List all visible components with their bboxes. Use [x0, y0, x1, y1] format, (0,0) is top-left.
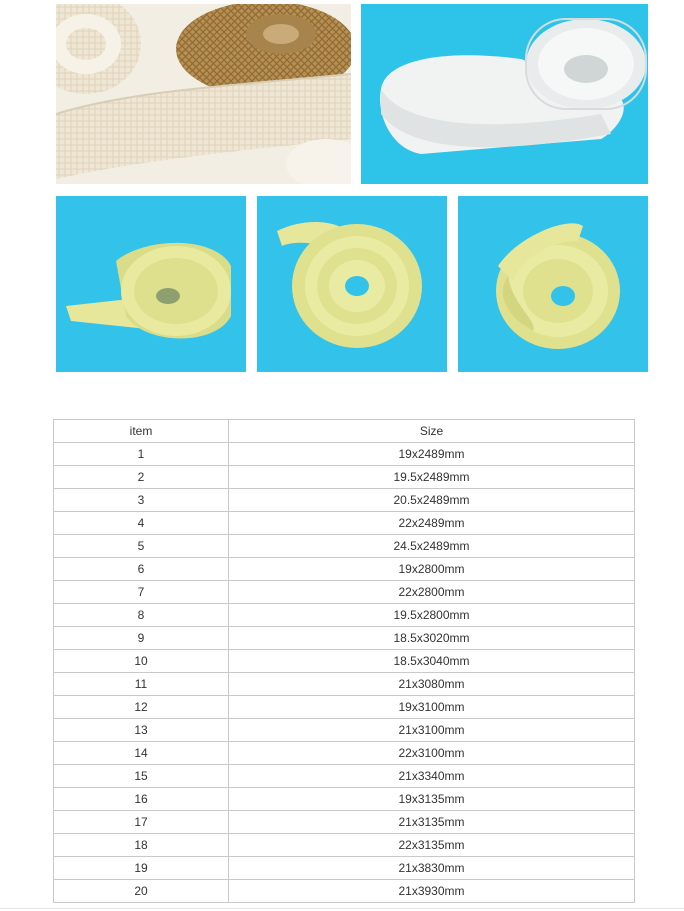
item-number-cell: 5	[54, 535, 229, 558]
yellow-aramid-belt-coil-flat-image	[257, 196, 447, 372]
table-row	[54, 696, 635, 719]
table-row	[54, 742, 635, 765]
white-woven-belt-roll-image	[361, 4, 648, 184]
size-cell: 22x2489mm	[229, 512, 635, 535]
table-row	[54, 489, 635, 512]
table-row	[54, 581, 635, 604]
size-cell: 19x2489mm	[229, 443, 635, 466]
item-number-cell: 9	[54, 627, 229, 650]
table-row	[54, 535, 635, 558]
item-number-cell: 16	[54, 788, 229, 811]
item-number-cell: 18	[54, 834, 229, 857]
size-cell: 22x3100mm	[229, 742, 635, 765]
size-cell: 22x3135mm	[229, 834, 635, 857]
table-row	[54, 834, 635, 857]
size-cell: 18.5x3020mm	[229, 627, 635, 650]
item-number-cell: 8	[54, 604, 229, 627]
table-row	[54, 880, 635, 903]
size-cell: 22x2800mm	[229, 581, 635, 604]
item-number-cell: 12	[54, 696, 229, 719]
yellow-aramid-belt-coil-twisted-image	[458, 196, 648, 372]
item-number-cell: 20	[54, 880, 229, 903]
item-number-cell: 1	[54, 443, 229, 466]
table-row	[54, 650, 635, 673]
size-cell: 19x3100mm	[229, 696, 635, 719]
size-cell: 21x3830mm	[229, 857, 635, 880]
item-number-cell: 2	[54, 466, 229, 489]
table-row	[54, 443, 635, 466]
size-cell: 21x3340mm	[229, 765, 635, 788]
size-cell: 21x3080mm	[229, 673, 635, 696]
table-row	[54, 512, 635, 535]
item-number-cell: 14	[54, 742, 229, 765]
size-cell: 24.5x2489mm	[229, 535, 635, 558]
item-number-cell: 4	[54, 512, 229, 535]
item-number-cell: 10	[54, 650, 229, 673]
size-cell: 19.5x2800mm	[229, 604, 635, 627]
item-number-cell: 17	[54, 811, 229, 834]
table-row	[54, 857, 635, 880]
item-number-cell: 19	[54, 857, 229, 880]
item-number-cell: 6	[54, 558, 229, 581]
table-header-row	[54, 420, 635, 443]
table-row	[54, 558, 635, 581]
table-row	[54, 604, 635, 627]
belt-size-table	[53, 419, 635, 903]
beige-and-tan-woven-belt-rolls-image	[56, 4, 351, 184]
size-cell: 21x3135mm	[229, 811, 635, 834]
size-cell: 19.5x2489mm	[229, 466, 635, 489]
yellow-aramid-belt-roll-side-image	[56, 196, 246, 372]
size-cell: 20.5x2489mm	[229, 489, 635, 512]
page-bottom-divider	[0, 908, 684, 909]
table-body	[54, 443, 635, 903]
size-cell: 19x3135mm	[229, 788, 635, 811]
table-row	[54, 466, 635, 489]
item-number-cell: 3	[54, 489, 229, 512]
item-number-cell: 7	[54, 581, 229, 604]
table-row	[54, 627, 635, 650]
size-cell: 19x2800mm	[229, 558, 635, 581]
table-row	[54, 811, 635, 834]
size-cell: 21x3930mm	[229, 880, 635, 903]
column-header-size: Size	[229, 420, 635, 443]
table-row	[54, 719, 635, 742]
item-number-cell: 11	[54, 673, 229, 696]
item-number-cell: 13	[54, 719, 229, 742]
size-cell: 18.5x3040mm	[229, 650, 635, 673]
table-row	[54, 673, 635, 696]
table-row	[54, 765, 635, 788]
column-header-item: item	[54, 420, 229, 443]
item-number-cell: 15	[54, 765, 229, 788]
size-cell: 21x3100mm	[229, 719, 635, 742]
table-row	[54, 788, 635, 811]
